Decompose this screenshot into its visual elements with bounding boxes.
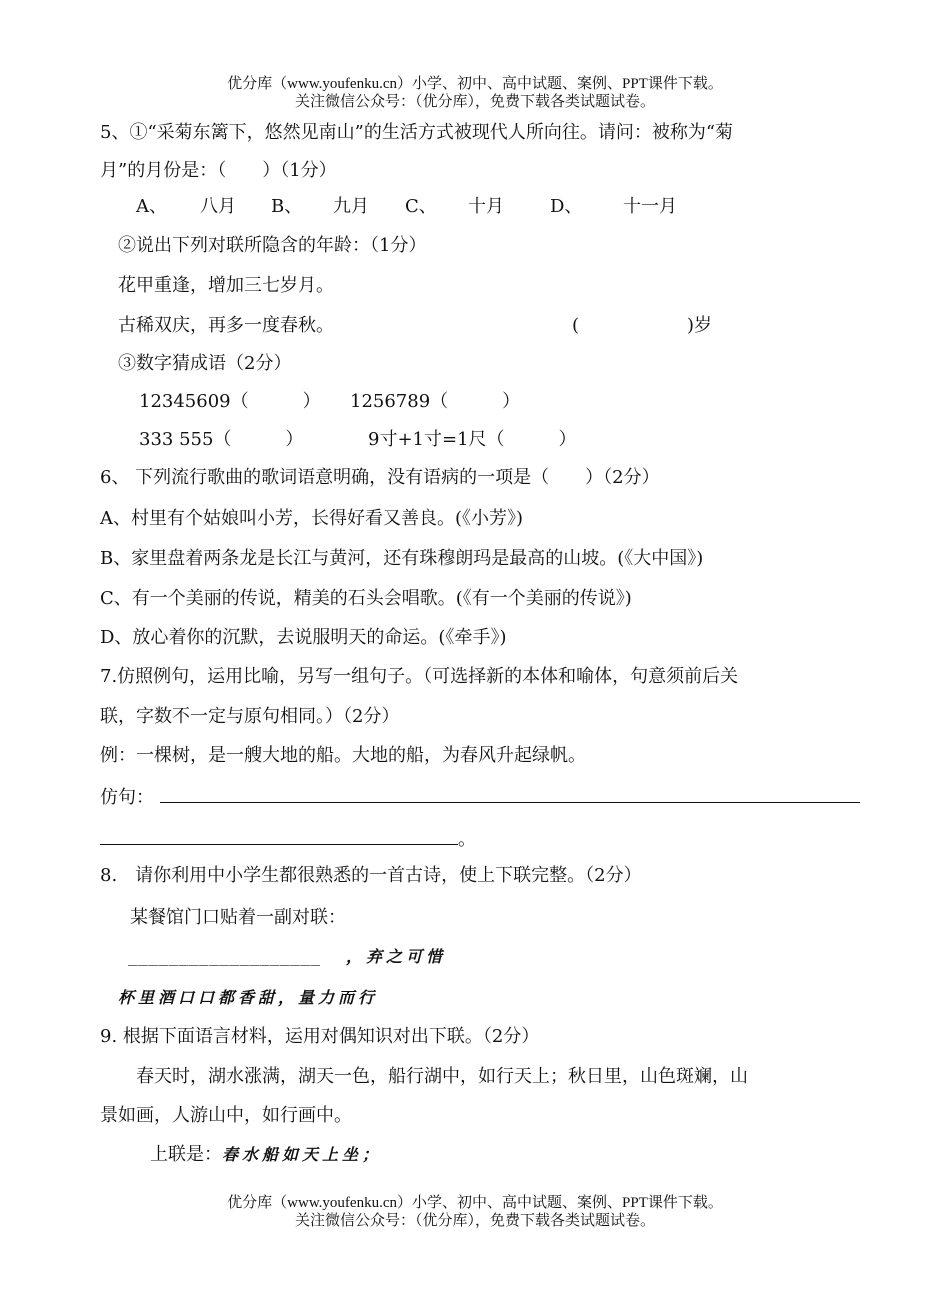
q5-option-c-letter: C、 xyxy=(405,196,437,217)
q8-upper-blank[interactable]: ___________________ xyxy=(128,947,321,966)
q5-riddle-2: 1256789（ ） xyxy=(350,391,521,412)
q7-line-1: 7.仿照例句，运用比喻，另写一组句子。（可选择新的本体和喻体，句意须前后关 xyxy=(100,666,739,687)
q7-answer-label: 仿句： xyxy=(100,787,154,808)
q8-intro: 某餐馆门口贴着一副对联： xyxy=(130,907,346,928)
q9-material-line-1: 春天时，湖水涨满，湖天一色，船行湖中，如行天上；秋日里，山色斑斓，山 xyxy=(136,1066,748,1087)
q7-end-mark: 。 xyxy=(458,829,476,850)
q6-option-c: C、有一个美丽的传说，精美的石头会唱歌。(《有一个美丽的传说》) xyxy=(100,588,632,609)
q5-sub2-title: ②说出下列对联所隐含的年龄：（1分） xyxy=(118,235,427,256)
q9-upper-text: 春水船如天上坐； xyxy=(222,1145,383,1164)
q5-option-d-letter: D、 xyxy=(550,196,583,217)
header-line-1: 优分库（www.youfenku.cn）小学、初中、高中试题、案例、PPT课件下载。 xyxy=(227,76,723,92)
q8-upper-tail: ，弃之可惜 xyxy=(346,947,447,966)
q8-lower-couplet: 杯里酒口口都香甜，量力而行 xyxy=(118,988,379,1007)
q5-age-blank: ( )岁 xyxy=(572,315,713,336)
q9-title: 9. 根据下面语言材料，运用对偶知识对出下联。（2分） xyxy=(100,1026,540,1047)
q5-couplet-1: 花甲重逢，增加三七岁月。 xyxy=(118,275,334,296)
q5-option-d-text: 十一月 xyxy=(623,196,677,217)
header-line-2: 关注微信公众号：（优分库），免费下载各类试题试卷。 xyxy=(294,94,655,110)
q5-option-a-letter: A、 xyxy=(136,196,167,217)
q6-option-d: D、放心着你的沉默，去说服明天的命运。(《牵手》) xyxy=(100,627,507,648)
q5-option-b-letter: B、 xyxy=(271,196,303,217)
q6-option-a: A、村里有个姑娘叫小芳，长得好看又善良。(《小芳》) xyxy=(100,508,524,529)
q5-line-2: 月”的月份是：（ ）（1分） xyxy=(100,160,337,181)
q5-option-a-text: 八月 xyxy=(200,196,236,217)
q7-example: 例：一棵树，是一艘大地的船。大地的船，为春风升起绿帆。 xyxy=(100,745,586,766)
q5-sub3-title: ③数字猜成语（2分） xyxy=(118,353,292,374)
q7-answer-line-2[interactable] xyxy=(100,844,458,845)
q5-riddle-3: 333 555（ ） xyxy=(139,429,304,450)
footer-line-1: 优分库（www.youfenku.cn）小学、初中、高中试题、案例、PPT课件下载。 xyxy=(227,1195,723,1211)
q7-answer-line-1[interactable] xyxy=(160,802,860,803)
q6-option-b: B、家里盘着两条龙是长江与黄河，还有珠穆朗玛是最高的山坡。(《大中国》) xyxy=(100,548,704,569)
q5-option-c-text: 十月 xyxy=(468,196,504,217)
q9-material-line-2: 景如画，人游山中，如行画中。 xyxy=(100,1105,352,1126)
q5-riddle-1: 12345609（ ） xyxy=(139,391,321,412)
q6-title: 6、 下列流行歌曲的歌词语意明确，没有语病的一项是（ ）（2分） xyxy=(100,467,660,488)
q5-couplet-2: 古稀双庆，再多一度春秋。 xyxy=(118,315,334,336)
q5-option-b-text: 九月 xyxy=(333,196,369,217)
q5-line-1: 5、①“采菊东篱下，悠然见南山”的生活方式被现代人所向往。请问：被称为“菊 xyxy=(100,122,734,143)
q9-upper-label: 上联是： xyxy=(150,1144,222,1165)
footer-line-2: 关注微信公众号：（优分库），免费下载各类试题试卷。 xyxy=(294,1213,655,1229)
q5-riddle-4: 9寸+1寸=1尺（ ） xyxy=(368,429,577,450)
q8-title: 8. 请你利用中小学生都很熟悉的一首古诗，使上下联完整。（2分） xyxy=(100,865,642,886)
q7-line-2: 联，字数不一定与原句相同。）（2分） xyxy=(100,706,400,727)
